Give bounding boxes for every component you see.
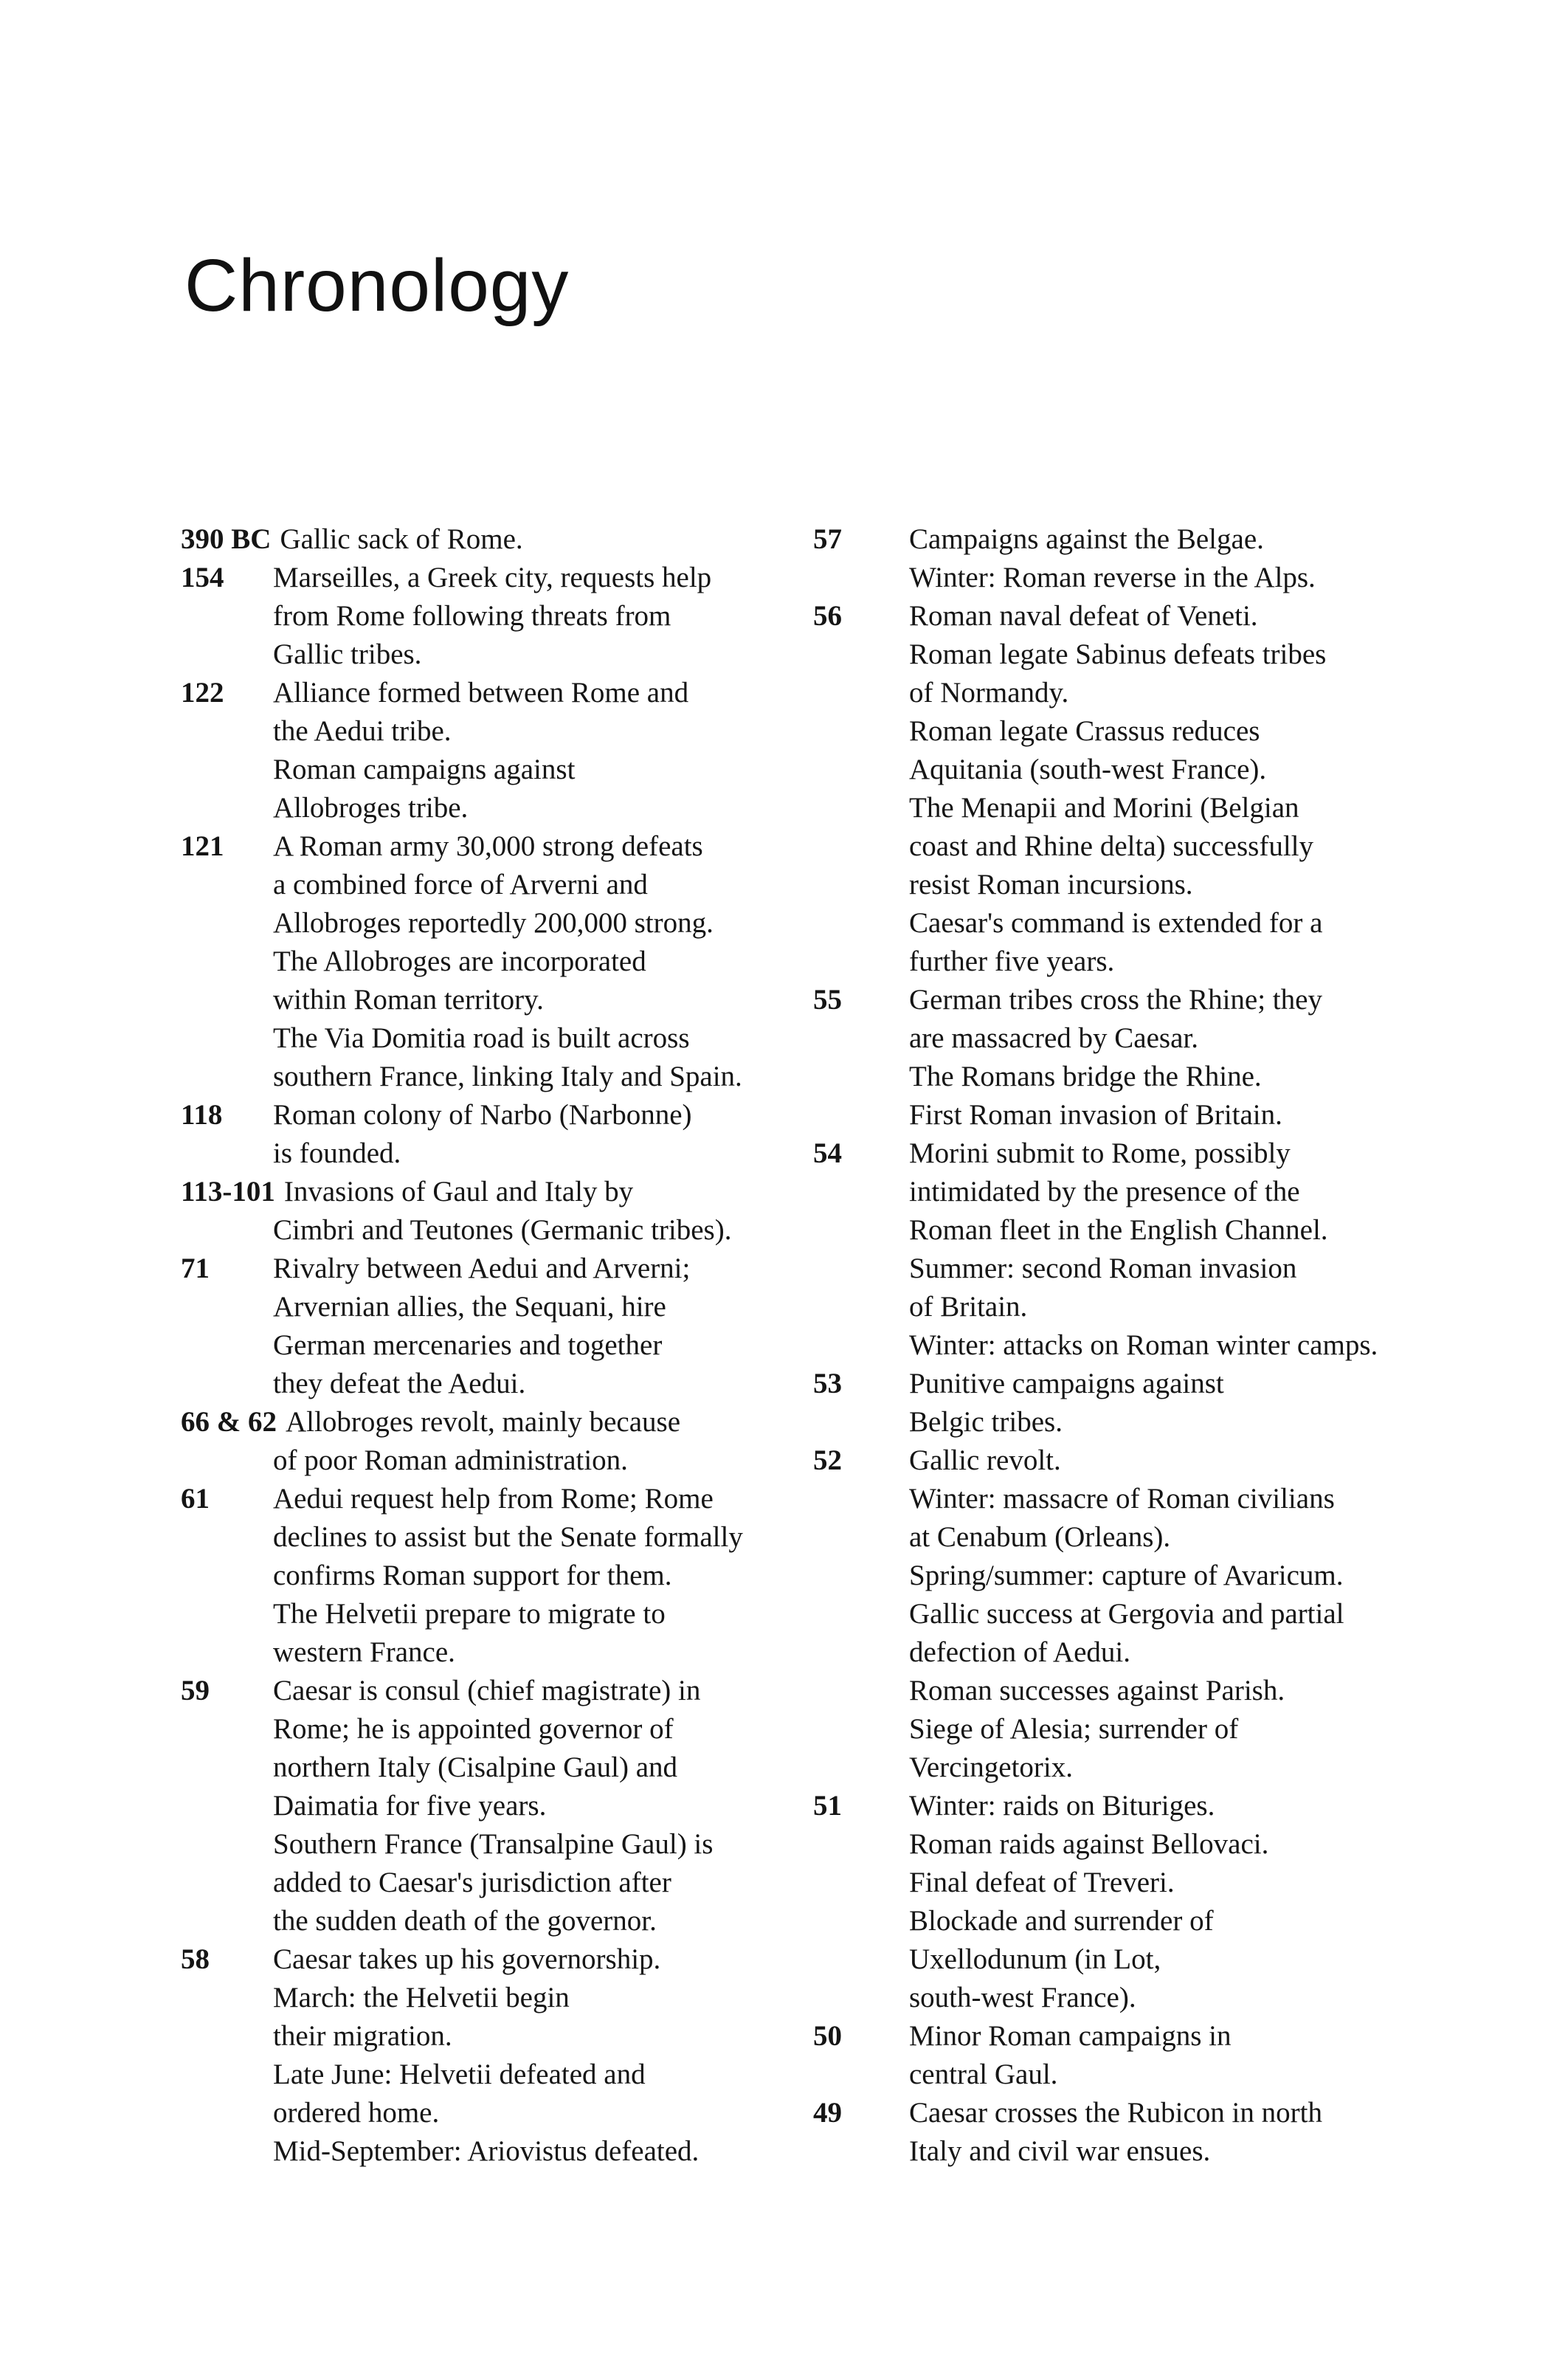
entry-text: intimidated by the presence of the (909, 1176, 1300, 1207)
entry-text: Alliance formed between Rome and (273, 677, 689, 709)
chronology-entry (181, 559, 771, 674)
entry-text: First Roman invasion of Britain. (909, 1099, 1282, 1131)
chronology-entry (812, 520, 1402, 597)
entry-text: resist Roman incursions. (909, 869, 1193, 900)
chronology-entry (181, 1173, 771, 1250)
chronology-entry (181, 1940, 771, 2171)
entry-text: Summer: second Roman invasion (909, 1253, 1297, 1284)
entry-text: German mercenaries and together (273, 1329, 663, 1361)
entry-line (181, 2056, 771, 2094)
entry-line (812, 1557, 1402, 1595)
entry-line (181, 1173, 771, 1211)
entry-text: of Normandy. (909, 677, 1069, 709)
entry-line (181, 1940, 771, 1979)
entry-text: Minor Roman campaigns in (909, 2020, 1232, 2052)
entry-year: 57 (813, 523, 842, 555)
entry-text: a combined force of Arverni and (273, 869, 648, 900)
chronology-entry (812, 2017, 1402, 2094)
entry-line (181, 2132, 771, 2171)
entry-text: Winter: massacre of Roman civilians (909, 1483, 1335, 1515)
entry-line (181, 789, 771, 827)
entry-text: declines to assist but the Senate formally (273, 1521, 743, 1553)
entry-text: Aquitania (south-west France). (909, 754, 1267, 785)
entry-line (181, 943, 771, 981)
entry-line (181, 1058, 771, 1096)
entry-line (181, 1979, 771, 2017)
entry-text: confirms Roman support for them. (273, 1560, 672, 1591)
entry-year: 53 (813, 1368, 842, 1399)
entry-line (812, 1403, 1402, 1441)
entry-line (812, 1173, 1402, 1211)
entry-year: 54 (813, 1137, 842, 1169)
chronology-left-column (181, 520, 771, 2171)
entry-text: The Romans bridge the Rhine. (909, 1061, 1262, 1092)
entry-line (812, 1058, 1402, 1096)
entry-text: further five years. (909, 945, 1115, 977)
entry-text: of Britain. (909, 1291, 1028, 1323)
entry-line (812, 520, 1402, 559)
entry-text: Southern France (Transalpine Gaul) is (273, 1828, 714, 1860)
entry-line (812, 2056, 1402, 2094)
entry-text: within Roman territory. (273, 984, 544, 1016)
entry-year: 61 (181, 1483, 210, 1515)
entry-text: southern France, linking Italy and Spain. (273, 1061, 742, 1092)
entry-text: Winter: raids on Bituriges. (909, 1790, 1215, 1822)
entry-text: Belgic tribes. (909, 1406, 1063, 1438)
entry-year: 52 (813, 1444, 842, 1476)
entry-text: are massacred by Caesar. (909, 1022, 1198, 1054)
entry-text: defection of Aedui. (909, 1636, 1130, 1668)
entry-line (181, 2094, 771, 2132)
entry-text: Final defeat of Treveri. (909, 1867, 1175, 1898)
entry-line (812, 674, 1402, 712)
entry-line (812, 866, 1402, 904)
entry-line (812, 1825, 1402, 1864)
entry-text: Punitive campaigns against (909, 1368, 1224, 1399)
entry-text: Gallic revolt. (909, 1444, 1061, 1476)
entry-text: ordered home. (273, 2097, 440, 2129)
entry-line (181, 1326, 771, 1365)
entry-line (812, 712, 1402, 751)
entry-year: 113-101 (181, 1176, 275, 1207)
entry-text: The Allobroges are incorporated (273, 945, 646, 977)
entry-text: Roman fleet in the English Channel. (909, 1214, 1328, 1246)
chronology-entry (812, 1441, 1402, 1787)
entry-line (181, 904, 771, 943)
entry-line (812, 2094, 1402, 2132)
entry-line (181, 1557, 771, 1595)
entry-line (812, 1326, 1402, 1365)
chronology-entry (812, 1365, 1402, 1441)
entry-text: Vercingetorix. (909, 1751, 1074, 1783)
chronology-entry (812, 597, 1402, 981)
entry-line (181, 1518, 771, 1557)
entry-line (181, 1787, 771, 1825)
chronology-entry (181, 520, 771, 559)
entry-text: Winter: Roman reverse in the Alps. (909, 562, 1316, 593)
entry-text: western France. (273, 1636, 455, 1668)
entry-text: Roman campaigns against (273, 754, 576, 785)
entry-line (812, 1288, 1402, 1326)
entry-year: 154 (181, 562, 224, 593)
entry-text: coast and Rhine delta) successfully (909, 830, 1313, 862)
chronology-entry (181, 1096, 771, 1173)
entry-year: 56 (813, 600, 842, 632)
entry-line (181, 1672, 771, 1710)
entry-text: Roman colony of Narbo (Narbonne) (273, 1099, 692, 1131)
entry-line (181, 712, 771, 751)
entry-text: Allobroges reportedly 200,000 strong. (273, 907, 714, 939)
entry-line (812, 1595, 1402, 1633)
entry-line (181, 1403, 771, 1441)
entry-line (181, 866, 771, 904)
entry-text: they defeat the Aedui. (273, 1368, 526, 1399)
entry-line (181, 597, 771, 635)
chronology-entry (812, 2094, 1402, 2171)
entry-line (812, 1096, 1402, 1134)
chronology-entry (812, 1134, 1402, 1365)
entry-line (181, 1710, 771, 1749)
entry-text: Gallic success at Gergovia and partial (909, 1598, 1344, 1630)
entry-line (181, 1633, 771, 1672)
entry-line (812, 789, 1402, 827)
entry-text: Cimbri and Teutones (Germanic tribes). (273, 1214, 732, 1246)
chronology-entry (181, 674, 771, 827)
entry-text: A Roman army 30,000 strong defeats (273, 830, 703, 862)
entry-line (181, 751, 771, 789)
entry-text: Siege of Alesia; surrender of (909, 1713, 1239, 1745)
entry-line (812, 1518, 1402, 1557)
entry-line (181, 1595, 771, 1633)
entry-text: Late June: Helvetii defeated and (273, 2059, 646, 2090)
entry-text: The Via Domitia road is built across (273, 1022, 690, 1054)
entry-year: 390 BC (181, 523, 272, 555)
entry-text: at Cenabum (Orleans). (909, 1521, 1171, 1553)
entry-line (812, 1902, 1402, 1940)
entry-line (181, 1864, 771, 1902)
entry-year: 58 (181, 1943, 210, 1975)
entry-text: northern Italy (Cisalpine Gaul) and (273, 1751, 677, 1783)
entry-year: 59 (181, 1675, 210, 1706)
entry-line (181, 674, 771, 712)
entry-year: 51 (813, 1790, 842, 1822)
entry-year: 66 & 62 (181, 1406, 277, 1438)
entry-text: Roman naval defeat of Veneti. (909, 600, 1258, 632)
entry-text: central Gaul. (909, 2059, 1058, 2090)
entry-text: Mid-September: Ariovistus defeated. (273, 2135, 700, 2167)
entry-text: Roman raids against Bellovaci. (909, 1828, 1269, 1860)
entry-text: south-west France). (909, 1982, 1136, 2013)
chronology-entry (181, 1480, 771, 1672)
entry-line (812, 1672, 1402, 1710)
entry-text: Caesar crosses the Rubicon in north (909, 2097, 1322, 2129)
entry-text: Rome; he is appointed governor of (273, 1713, 674, 1745)
entry-line (812, 1979, 1402, 2017)
entry-text: Winter: attacks on Roman winter camps. (909, 1329, 1378, 1361)
entry-text: Morini submit to Rome, possibly (909, 1137, 1291, 1169)
entry-year: 121 (181, 830, 224, 862)
entry-line (812, 943, 1402, 981)
entry-line (181, 1365, 771, 1403)
page-title: Chronology (184, 244, 570, 327)
entry-text: Campaigns against the Belgae. (909, 523, 1264, 555)
entry-line (812, 1749, 1402, 1787)
entry-text: Uxellodunum (in Lot, (909, 1943, 1161, 1975)
entry-text: Rivalry between Aedui and Arverni; (273, 1253, 691, 1284)
entry-line (181, 635, 771, 674)
chronology-entry (812, 981, 1402, 1134)
entry-text: German tribes cross the Rhine; they (909, 984, 1322, 1016)
entry-line (812, 1710, 1402, 1749)
entry-text: added to Caesar's jurisdiction after (273, 1867, 671, 1898)
entry-line (812, 904, 1402, 943)
entry-text: Roman successes against Parish. (909, 1675, 1285, 1706)
entry-text: Blockade and surrender of (909, 1905, 1214, 1937)
entry-text: is founded. (273, 1137, 401, 1169)
chronology-entry (181, 1672, 771, 1940)
entry-line (812, 1250, 1402, 1288)
entry-text: Italy and civil war ensues. (909, 2135, 1211, 2167)
entry-line (181, 1480, 771, 1518)
entry-text: The Menapii and Morini (Belgian (909, 792, 1299, 824)
entry-line (812, 1787, 1402, 1825)
entry-line (812, 1134, 1402, 1173)
entry-line (812, 827, 1402, 866)
entry-text: from Rome following threats from (273, 600, 671, 632)
entry-year: 49 (813, 2097, 842, 2129)
entry-text: Allobroges tribe. (273, 792, 469, 824)
entry-text: Caesar takes up his governorship. (273, 1943, 661, 1975)
entry-text: of poor Roman administration. (273, 1444, 628, 1476)
entry-line (181, 559, 771, 597)
entry-line (812, 597, 1402, 635)
entry-line (812, 1365, 1402, 1403)
entry-text: Roman legate Crassus reduces (909, 715, 1260, 747)
entry-text: Roman legate Sabinus defeats tribes (909, 638, 1327, 670)
entry-line (181, 1096, 771, 1134)
entry-line (181, 1902, 771, 1940)
entry-line (181, 1134, 771, 1173)
entry-year: 55 (813, 984, 842, 1016)
entry-text: Daimatia for five years. (273, 1790, 547, 1822)
entry-text: the sudden death of the governor. (273, 1905, 657, 1937)
entry-text: the Aedui tribe. (273, 715, 452, 747)
chronology-right-column (812, 520, 1402, 2171)
entry-line (181, 1441, 771, 1480)
entry-line (181, 827, 771, 866)
entry-line (181, 1250, 771, 1288)
entry-text: Gallic sack of Rome. (280, 523, 523, 555)
entry-text: Spring/summer: capture of Avaricum. (909, 1560, 1344, 1591)
entry-line (181, 1211, 771, 1250)
entry-text: Marseilles, a Greek city, requests help (273, 562, 712, 593)
entry-line (812, 559, 1402, 597)
entry-line (812, 2017, 1402, 2056)
entry-line (181, 520, 771, 559)
entry-text: their migration. (273, 2020, 452, 2052)
entry-text: Invasions of Gaul and Italy by (283, 1176, 634, 1207)
chronology-entry (181, 827, 771, 1096)
entry-line (181, 981, 771, 1019)
entry-line (812, 1864, 1402, 1902)
entry-line (181, 1288, 771, 1326)
entry-line (812, 1441, 1402, 1480)
entry-line (812, 1019, 1402, 1058)
entry-text: March: the Helvetii begin (273, 1982, 570, 2013)
entry-text: Gallic tribes. (273, 638, 422, 670)
entry-line (812, 635, 1402, 674)
entry-year: 71 (181, 1253, 210, 1284)
entry-text: Caesar's command is extended for a (909, 907, 1323, 939)
entry-line (812, 1211, 1402, 1250)
entry-year: 50 (813, 2020, 842, 2052)
entry-line (812, 1480, 1402, 1518)
entry-line (181, 1825, 771, 1864)
entry-line (812, 1633, 1402, 1672)
entry-line (812, 751, 1402, 789)
entry-text: Caesar is consul (chief magistrate) in (273, 1675, 701, 1706)
entry-text: Arvernian allies, the Sequani, hire (273, 1291, 666, 1323)
entry-line (812, 981, 1402, 1019)
entry-line (812, 1940, 1402, 1979)
entry-text: Aedui request help from Rome; Rome (273, 1483, 714, 1515)
entry-line (181, 2017, 771, 2056)
entry-line (181, 1749, 771, 1787)
chronology-entry (181, 1403, 771, 1480)
entry-year: 118 (181, 1099, 223, 1131)
entry-line (812, 2132, 1402, 2171)
entry-text: The Helvetii prepare to migrate to (273, 1598, 666, 1630)
chronology-entry (812, 1787, 1402, 2017)
entry-year: 122 (181, 677, 224, 709)
chronology-entry (181, 1250, 771, 1403)
entry-text: Allobroges revolt, mainly because (286, 1406, 681, 1438)
entry-line (181, 1019, 771, 1058)
